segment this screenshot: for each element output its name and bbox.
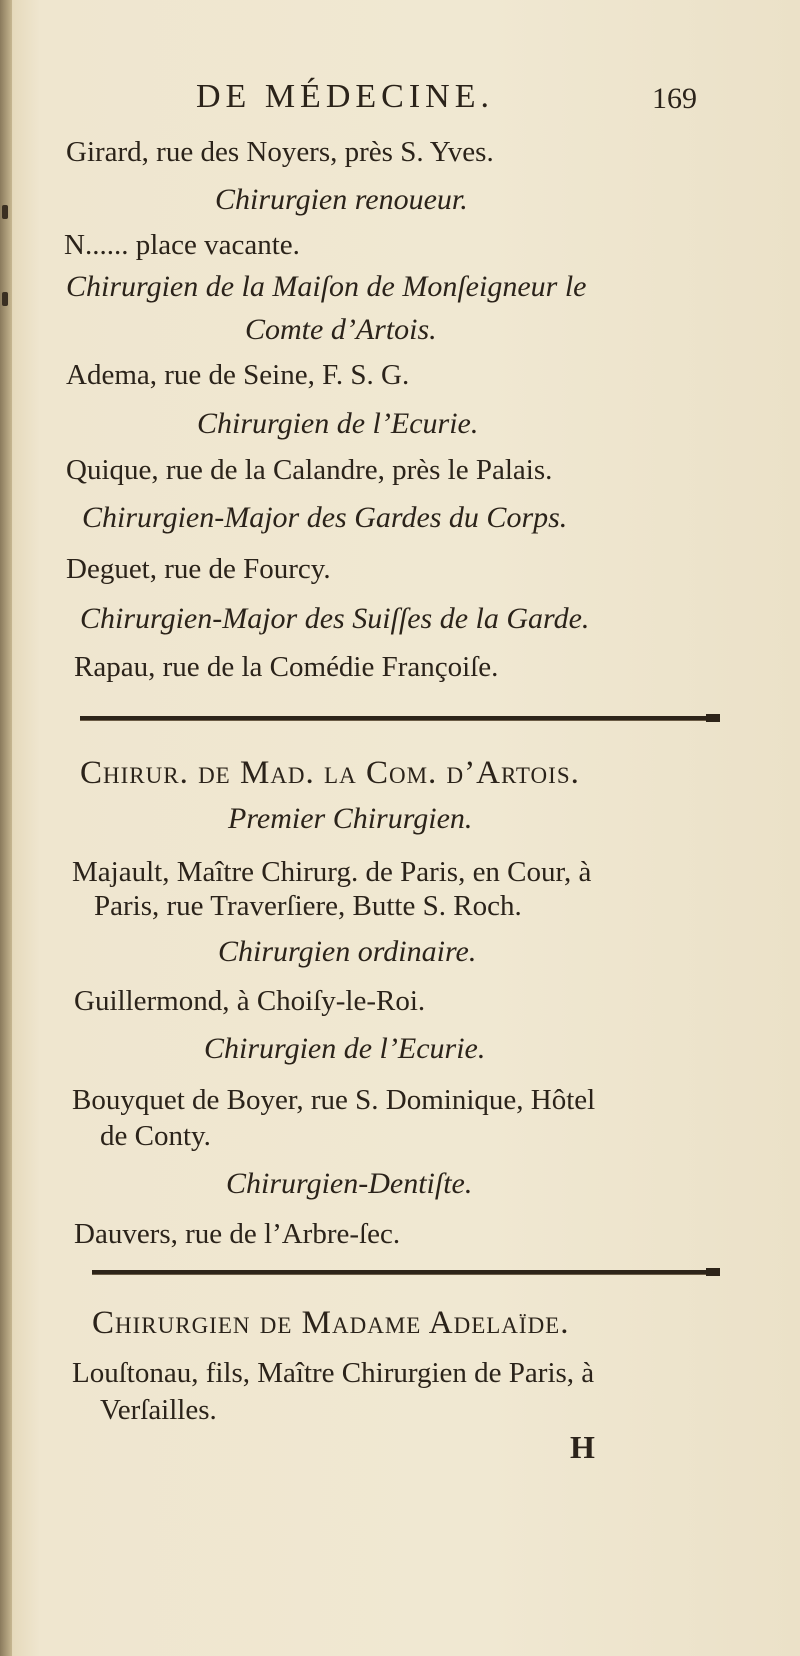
section-heading: Chirur. de Mad. la Com. d’Artois. <box>80 755 580 791</box>
signature-mark: H <box>570 1429 595 1465</box>
entry-title: Chirurgien-Major des Gardes du Corps. <box>82 501 568 534</box>
entry-line: Quique, rue de la Calandre, près le Palais. <box>66 454 553 486</box>
entry-line: de Conty. <box>100 1120 211 1152</box>
entry-line: Guillermond, à Choiſy-le-Roi. <box>74 985 426 1017</box>
entry-line: Majault, Maître Chirurg. de Paris, en Cour, à <box>72 856 592 888</box>
entry-line: Louſtonau, fils, Maître Chirurgien de Paris, à <box>72 1357 595 1389</box>
entry-title: Chirurgien de l’Ecurie. <box>197 407 479 440</box>
entry-line: Bouyquet de Boyer, rue S. Dominique, Hôtel <box>72 1084 596 1116</box>
entry-line: Deguet, rue de Fourcy. <box>66 553 331 585</box>
entry-line: Paris, rue Traverſiere, Butte S. Roch. <box>94 890 522 922</box>
entry-title: Chirurgien ordinaire. <box>218 935 477 968</box>
entry-title: Chirurgien de la Maiſon de Monſeigneur le <box>66 270 587 303</box>
entry-title: Chirurgien-Major des Suiſſes de la Garde. <box>80 602 590 635</box>
entry-title: Chirurgien-Dentiſte. <box>226 1167 473 1200</box>
section-divider <box>80 716 720 720</box>
entry-line: Verſailles. <box>100 1394 217 1426</box>
entry-title: Comte d’Artois. <box>245 313 437 346</box>
entry-line: Dauvers, rue de l’Arbre-ſec. <box>74 1218 401 1250</box>
section-divider <box>92 1270 720 1274</box>
entry-line: Adema, rue de Seine, F. S. G. <box>66 359 410 391</box>
running-header: DE MÉDECINE. <box>196 78 494 115</box>
entry-title: Chirurgien de l’Ecurie. <box>204 1032 486 1065</box>
entry-line: N...... place vacante. <box>64 229 300 261</box>
entry-line: Girard, rue des Noyers, près S. Yves. <box>66 136 494 168</box>
page-number: 169 <box>652 82 697 115</box>
entry-title: Chirurgien renoueur. <box>215 183 468 216</box>
entry-line: Rapau, rue de la Comédie Françoiſe. <box>74 651 499 683</box>
section-heading: Chirurgien de Madame Adelaïde. <box>92 1305 570 1341</box>
entry-title: Premier Chirurgien. <box>228 802 473 835</box>
